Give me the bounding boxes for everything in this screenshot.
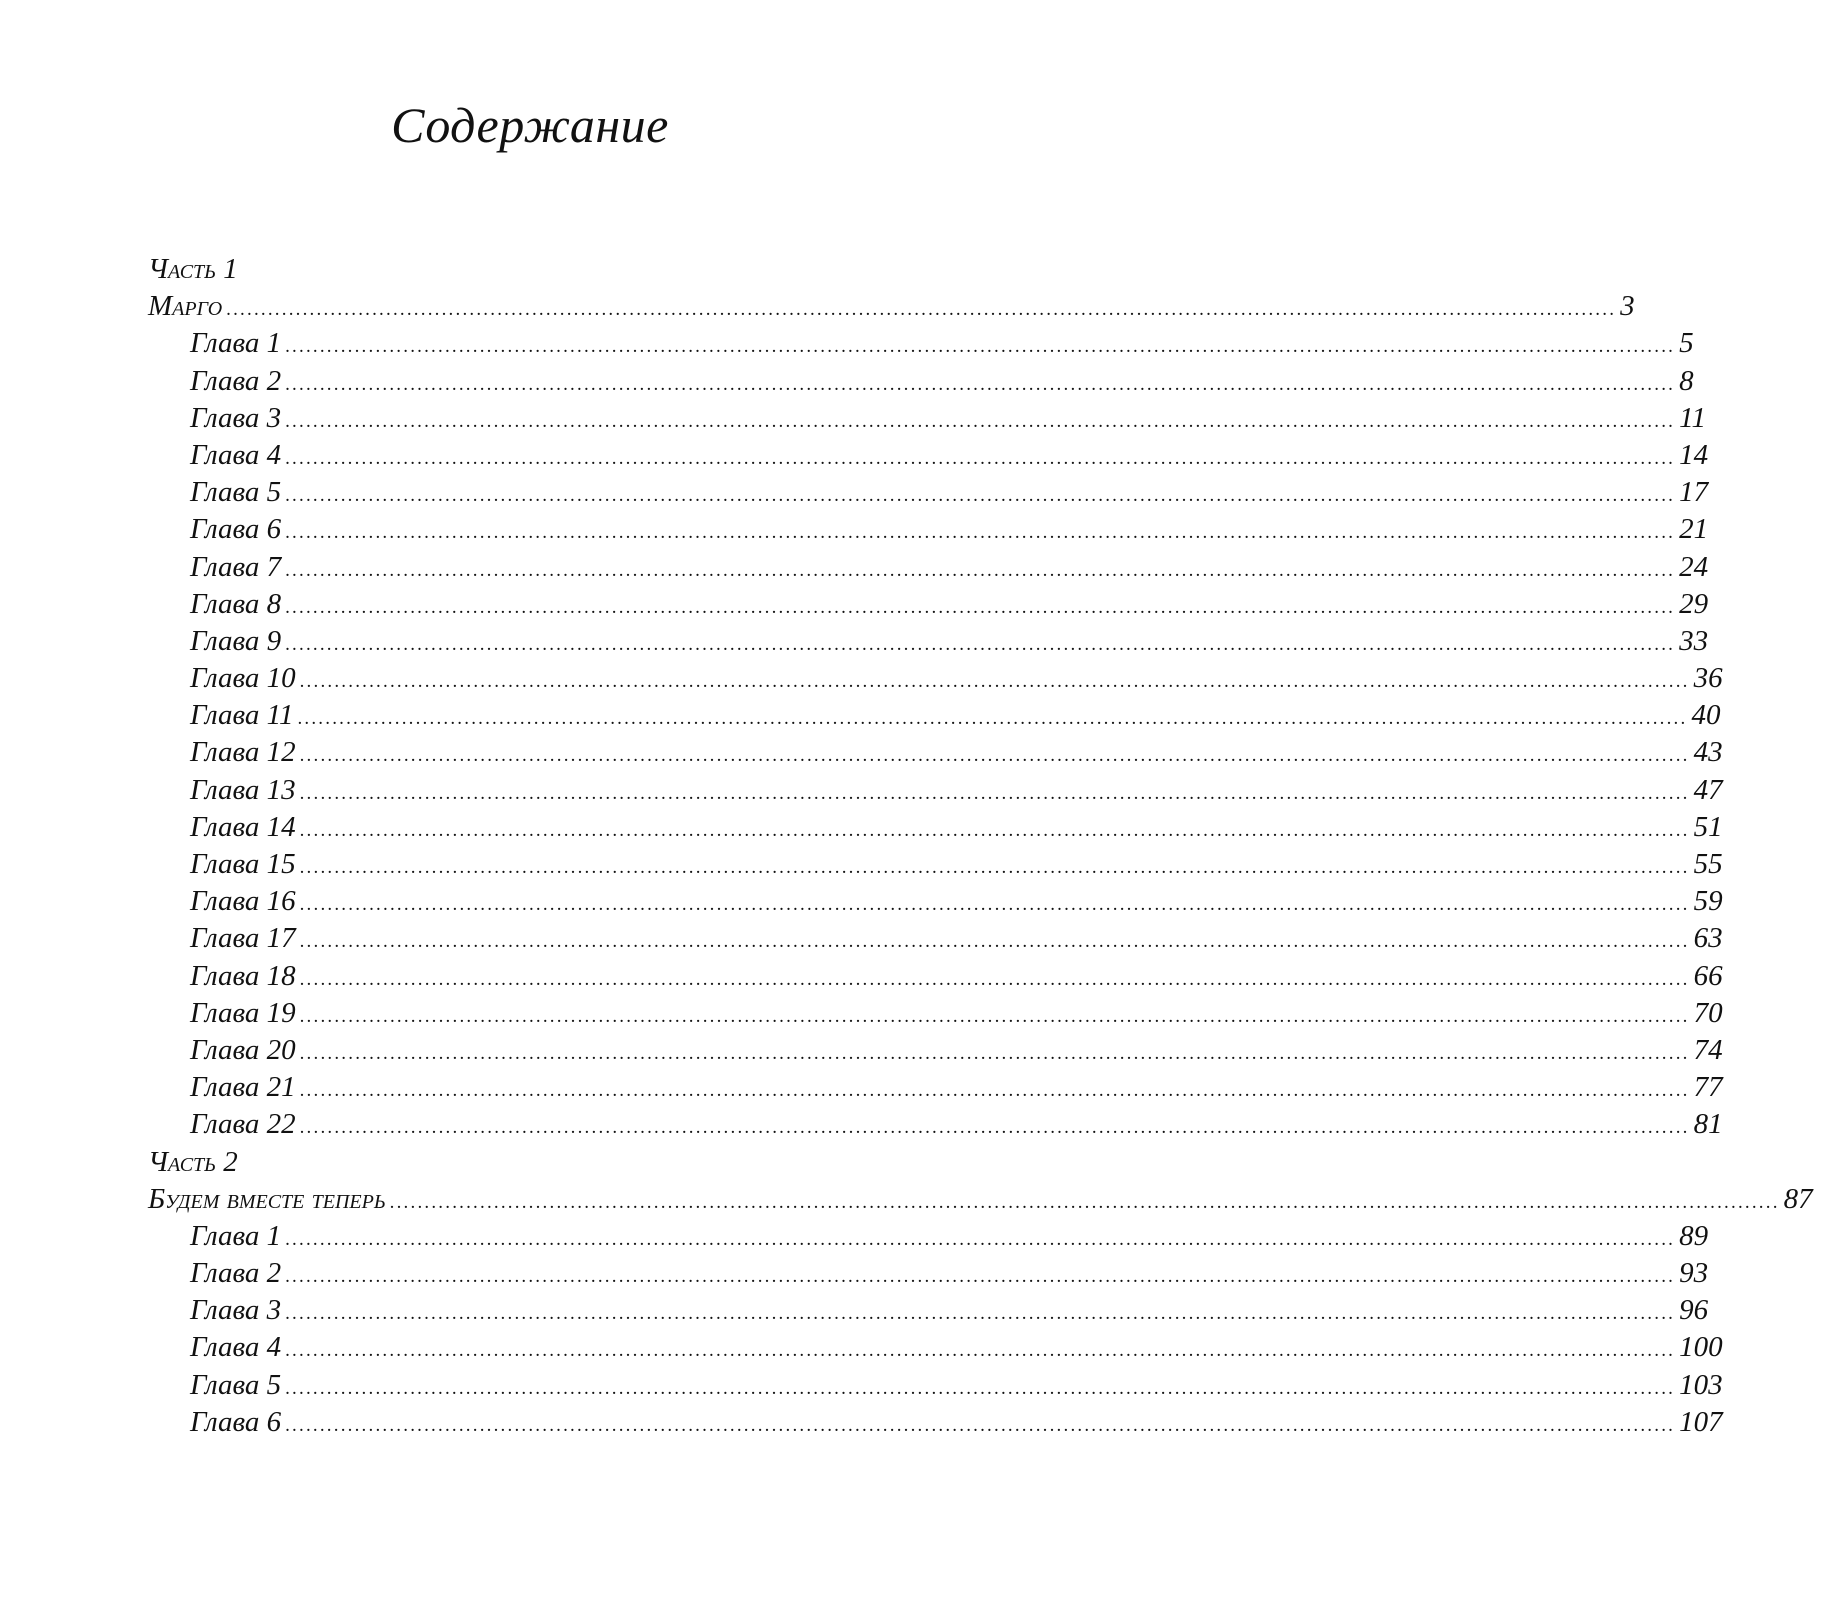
toc-page-number: 29 <box>1679 587 1709 620</box>
toc-page-number: 107 <box>1679 1405 1723 1438</box>
toc-chapter-entry <box>148 697 1721 734</box>
toc-part-label <box>148 1144 888 1181</box>
toc-entry-label: Глава 4 <box>190 1331 282 1364</box>
toc-page-number: 3 <box>1620 290 1635 323</box>
dot-leader: ........................................................................................................................................................................................................ <box>299 1005 1690 1027</box>
toc-page-number: 33 <box>1679 624 1709 657</box>
toc-part-label <box>148 251 888 288</box>
toc-entry-label: Глава 16 <box>190 885 296 918</box>
toc-chapter-entry <box>148 995 1723 1032</box>
dot-leader: ........................................................................................................................................................................................................ <box>389 1191 1780 1213</box>
dot-leader: ........................................................................................................................................................................................................ <box>299 1042 1690 1064</box>
toc-page-number: 21 <box>1679 513 1709 546</box>
toc-entry-label: Глава 1 <box>190 1219 282 1252</box>
toc-entry-label: Глава 4 <box>190 438 282 471</box>
toc-entry-label: Глава 2 <box>190 364 282 397</box>
toc-entry-label: Глава 22 <box>190 1108 296 1141</box>
toc-chapter-entry <box>148 1329 1723 1366</box>
toc-chapter-entry <box>148 1032 1723 1069</box>
dot-leader: ........................................................................................................................................................................................................ <box>299 1117 1690 1139</box>
toc-chapter-entry <box>148 734 1723 771</box>
toc-entry-label: Глава 2 <box>190 1257 282 1290</box>
toc-entry-label: Глава 17 <box>190 922 296 955</box>
dot-leader: ........................................................................................................................................................................................................ <box>285 596 1676 618</box>
toc-entry-label: Глава 3 <box>190 401 282 434</box>
dot-leader: ........................................................................................................................................................................................................ <box>285 410 1676 432</box>
toc-chapter-entry <box>148 772 1723 809</box>
toc-page-number: 14 <box>1679 438 1709 471</box>
toc-entry-label: Глава 10 <box>190 662 296 695</box>
toc-chapter-entry <box>148 958 1723 995</box>
toc-chapter-entry <box>148 920 1723 957</box>
dot-leader: ........................................................................................................................................................................................................ <box>285 485 1676 507</box>
dot-leader: ........................................................................................................................................................................................................ <box>226 299 1617 321</box>
toc-page-number: 93 <box>1679 1257 1709 1290</box>
dot-leader: ........................................................................................................................................................................................................ <box>285 522 1676 544</box>
dot-leader: ........................................................................................................................................................................................................ <box>285 633 1676 655</box>
dot-leader: ........................................................................................................................................................................................................ <box>299 745 1690 767</box>
toc-chapter-entry <box>148 883 1723 920</box>
dot-leader: ........................................................................................................................................................................................................ <box>299 894 1690 916</box>
toc-page-number: 55 <box>1693 848 1723 880</box>
toc-entry-label: Глава 11 <box>190 699 294 732</box>
toc-page-number: 5 <box>1679 327 1694 360</box>
toc-entry-label: Глава 12 <box>190 736 296 769</box>
toc-chapter-entry <box>148 846 1723 883</box>
toc-page-number: 100 <box>1679 1331 1723 1364</box>
toc-chapter-entry <box>148 511 1709 548</box>
dot-leader: ........................................................................................................................................................................................................ <box>285 1228 1676 1250</box>
toc-entry-label: Часть 1 <box>148 253 238 285</box>
toc-page-number: 8 <box>1679 364 1694 397</box>
dot-leader: ........................................................................................................................................................................................................ <box>285 1377 1676 1399</box>
page-title: Содержание <box>391 97 669 153</box>
toc-entry-label: Глава 1 <box>190 327 282 360</box>
toc-page-number: 11 <box>1679 401 1706 434</box>
dot-leader: ........................................................................................................................................................................................................ <box>285 1414 1676 1436</box>
toc-entry-label: Глава 5 <box>190 476 282 509</box>
toc-page-number: 77 <box>1693 1071 1723 1104</box>
toc-entry-label: Глава 3 <box>190 1294 282 1327</box>
toc-page-number: 59 <box>1693 885 1723 918</box>
toc-page-number: 43 <box>1693 736 1723 769</box>
toc-part-title-entry <box>148 1181 1813 1218</box>
toc-entry-label: Глава 14 <box>190 810 296 843</box>
toc-entry-label: Будем вместе теперь <box>148 1182 386 1215</box>
toc-entry-label: Марго <box>148 290 223 323</box>
toc-chapter-entry <box>148 1367 1723 1404</box>
toc-entry-label: Глава 15 <box>190 848 296 880</box>
toc-entry-label: Глава 21 <box>190 1071 296 1104</box>
toc-page-number: 36 <box>1693 662 1723 695</box>
toc-entry-label: Глава 18 <box>190 959 296 992</box>
toc-page-number: 87 <box>1783 1182 1813 1215</box>
dot-leader: ........................................................................................................................................................................................................ <box>285 559 1676 581</box>
toc-chapter-entry <box>148 660 1723 697</box>
toc-entry-label: Глава 7 <box>190 550 282 583</box>
toc-page-number: 81 <box>1693 1108 1723 1141</box>
toc-page-number: 40 <box>1691 699 1721 732</box>
toc-page-number: 70 <box>1693 996 1723 1029</box>
toc-page-number: 74 <box>1693 1033 1723 1066</box>
toc-page-number: 96 <box>1679 1294 1709 1327</box>
toc-chapter-entry <box>148 474 1709 511</box>
toc-chapter-entry <box>148 400 1706 437</box>
toc-chapter-entry <box>148 1292 1709 1329</box>
toc-chapter-entry <box>148 325 1694 362</box>
dot-leader: ........................................................................................................................................................................................................ <box>299 819 1690 841</box>
toc-page-number: 66 <box>1693 959 1723 992</box>
toc-chapter-entry <box>148 1069 1723 1106</box>
dot-leader: ........................................................................................................................................................................................................ <box>299 857 1690 878</box>
dot-leader: ........................................................................................................................................................................................................ <box>285 336 1676 358</box>
toc-entry-label: Часть 2 <box>148 1145 238 1178</box>
toc-entry-label: Глава 9 <box>190 624 282 657</box>
dot-leader: ........................................................................................................................................................................................................ <box>299 968 1690 990</box>
toc-chapter-entry <box>148 363 1694 400</box>
toc-chapter-entry <box>148 623 1709 660</box>
toc-chapter-entry <box>148 1218 1709 1255</box>
toc-chapter-entry <box>148 586 1709 623</box>
toc-entry-label: Глава 6 <box>190 513 282 546</box>
toc-page-number: 47 <box>1693 773 1723 806</box>
toc-entry-label: Глава 6 <box>190 1405 282 1438</box>
toc-chapter-entry <box>148 437 1709 474</box>
toc-page-number: 89 <box>1679 1219 1709 1252</box>
dot-leader: ........................................................................................................................................................................................................ <box>299 782 1690 804</box>
toc-chapter-entry <box>148 1404 1723 1441</box>
toc-chapter-entry <box>148 549 1709 586</box>
dot-leader: ........................................................................................................................................................................................................ <box>285 373 1676 395</box>
table-of-contents <box>148 251 1813 1441</box>
toc-chapter-entry <box>148 1255 1709 1292</box>
dot-leader: ........................................................................................................................................................................................................ <box>285 1340 1676 1362</box>
dot-leader: ........................................................................................................................................................................................................ <box>285 1303 1676 1325</box>
toc-entry-label: Глава 8 <box>190 587 282 620</box>
toc-chapter-entry <box>148 1106 1723 1143</box>
dot-leader: ........................................................................................................................................................................................................ <box>299 1080 1690 1102</box>
toc-part-title-entry <box>148 288 1635 325</box>
toc-entry-label: Глава 13 <box>190 773 296 806</box>
dot-leader: ........................................................................................................................................................................................................ <box>285 1266 1676 1288</box>
toc-entry-label: Глава 20 <box>190 1033 296 1066</box>
dot-leader: ........................................................................................................................................................................................................ <box>285 447 1676 469</box>
toc-entry-label: Глава 5 <box>190 1368 282 1401</box>
dot-leader: ........................................................................................................................................................................................................ <box>297 708 1688 730</box>
toc-page-number: 17 <box>1679 476 1709 509</box>
toc-page-number: 51 <box>1693 810 1723 843</box>
toc-chapter-entry <box>148 809 1723 846</box>
dot-leader: ........................................................................................................................................................................................................ <box>299 671 1690 693</box>
toc-page-number: 103 <box>1679 1368 1723 1401</box>
toc-page-number: 63 <box>1693 922 1723 955</box>
toc-page-number: 24 <box>1679 550 1709 583</box>
dot-leader: ........................................................................................................................................................................................................ <box>299 931 1690 953</box>
toc-entry-label: Глава 19 <box>190 996 296 1029</box>
